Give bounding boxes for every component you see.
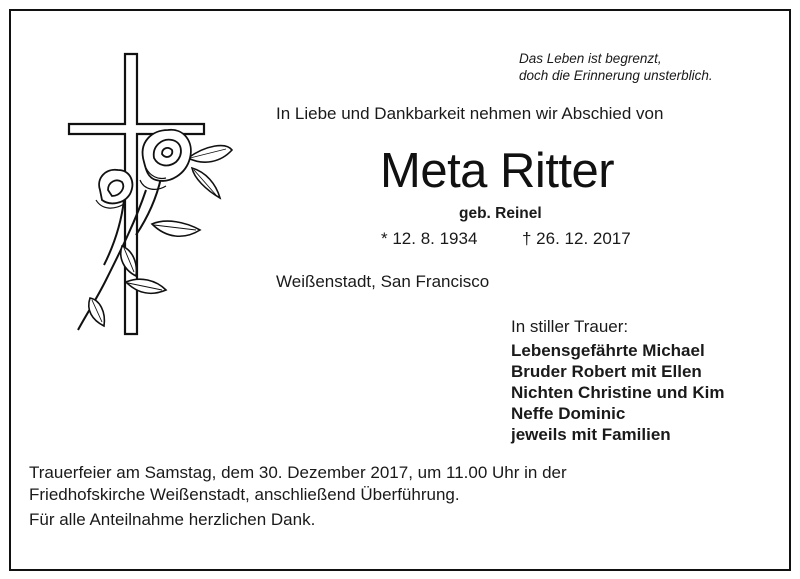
death-date: † 26. 12. 2017 <box>522 229 631 248</box>
birth-date: * 12. 8. 1934 <box>381 229 478 248</box>
deceased-name: Meta Ritter <box>380 144 615 198</box>
mourner-name: jeweils mit Familien <box>511 425 671 444</box>
cross-with-rose-icon <box>66 50 236 340</box>
quote-line: Das Leben ist begrenzt, <box>519 51 662 66</box>
mourners-title: In stiller Trauer: <box>511 317 629 336</box>
mourner-name: Lebensgefährte Michael <box>511 341 705 360</box>
mourners-list <box>511 340 724 445</box>
funeral-line: Trauerfeier am Samstag, dem 30. Dezember 2017, um 11.00 Uhr in der <box>29 463 567 482</box>
intro-text: In Liebe und Dankbarkeit nehmen wir Abschied von <box>276 104 664 123</box>
thanks-text: Für alle Anteilnahme herzlichen Dank. <box>29 510 316 529</box>
funeral-line: Friedhofskirche Weißenstadt, anschließend Überführung. <box>29 485 460 504</box>
quote <box>519 50 713 84</box>
mourner-name: Bruder Robert mit Ellen <box>511 362 702 381</box>
funeral-info <box>29 462 589 506</box>
quote-line: doch die Erinnerung unsterblich. <box>519 68 713 83</box>
mourner-name: Neffe Dominic <box>511 404 626 423</box>
places: Weißenstadt, San Francisco <box>276 272 490 291</box>
mourner-name: Nichten Christine und Kim <box>511 383 725 402</box>
maiden-name: geb. Reinel <box>459 205 542 222</box>
